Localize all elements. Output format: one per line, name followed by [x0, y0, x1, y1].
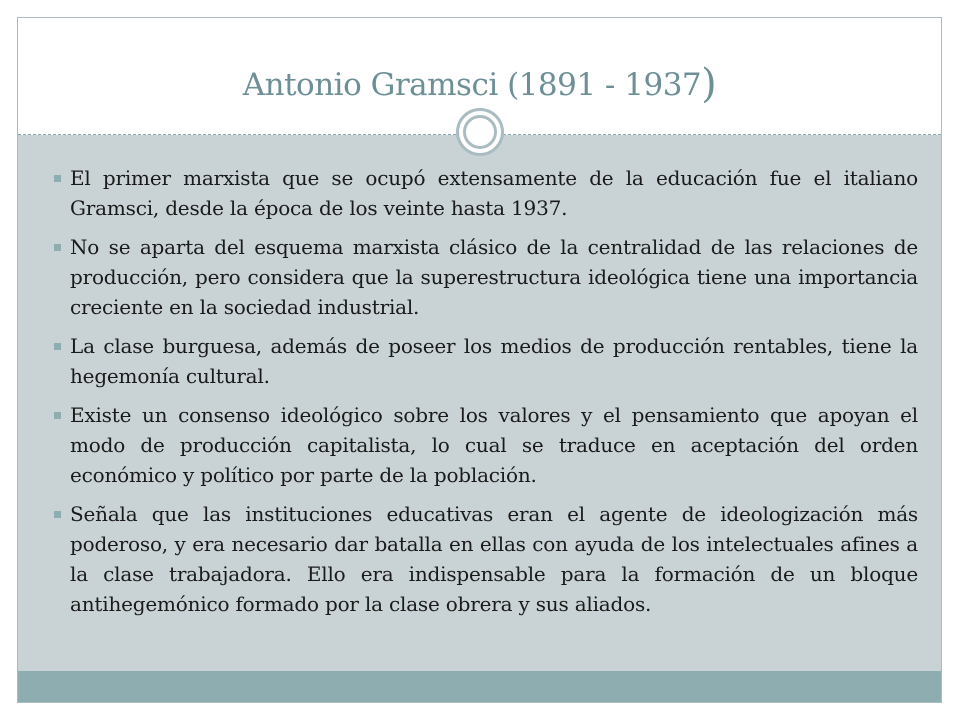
slide-title [18, 62, 941, 105]
bullet-text: El primer marxista que se ocupó extensamente de la educación fue el italiano Gramsci, desde la época de los veinte hasta 1937. [70, 166, 918, 220]
square-bullet-icon [54, 511, 61, 518]
square-bullet-icon [54, 175, 61, 182]
square-bullet-icon [54, 412, 61, 419]
slide-title-close-paren: ) [701, 61, 717, 107]
bullet-item [54, 331, 918, 391]
bullet-item [54, 232, 918, 322]
slide-title-text: Antonio Gramsci (1891 - 1937 [242, 67, 702, 103]
bullet-item [54, 400, 918, 490]
square-bullet-icon [54, 244, 61, 251]
footer-band [18, 671, 941, 702]
ring-ornament-icon [456, 108, 504, 156]
bullet-list [54, 163, 918, 628]
bullet-text: Señala que las instituciones educativas eran el agente de ideologización más poderoso, y era necesario dar batalla en ellas con ayuda de los intelectuales afines a la clase trabajadora. Ello era indispensable para la formación de un bloque antihegemónico formado por la clase obrera y sus aliados. [70, 502, 918, 616]
square-bullet-icon [54, 343, 61, 350]
bullet-text: No se aparta del esquema marxista clásico de la centralidad de las relaciones de producción, pero considera que la superestructura ideológica tiene una importancia creciente en la sociedad industrial. [70, 235, 918, 319]
bullet-item [54, 499, 918, 619]
bullet-item [54, 163, 918, 223]
bullet-text: Existe un consenso ideológico sobre los valores y el pensamiento que apoyan el modo de producción capitalista, lo cual se traduce en aceptación del orden económico y político por parte de la población. [70, 403, 918, 487]
bullet-text: La clase burguesa, además de poseer los medios de producción rentables, tiene la hegemonía cultural. [70, 334, 918, 388]
